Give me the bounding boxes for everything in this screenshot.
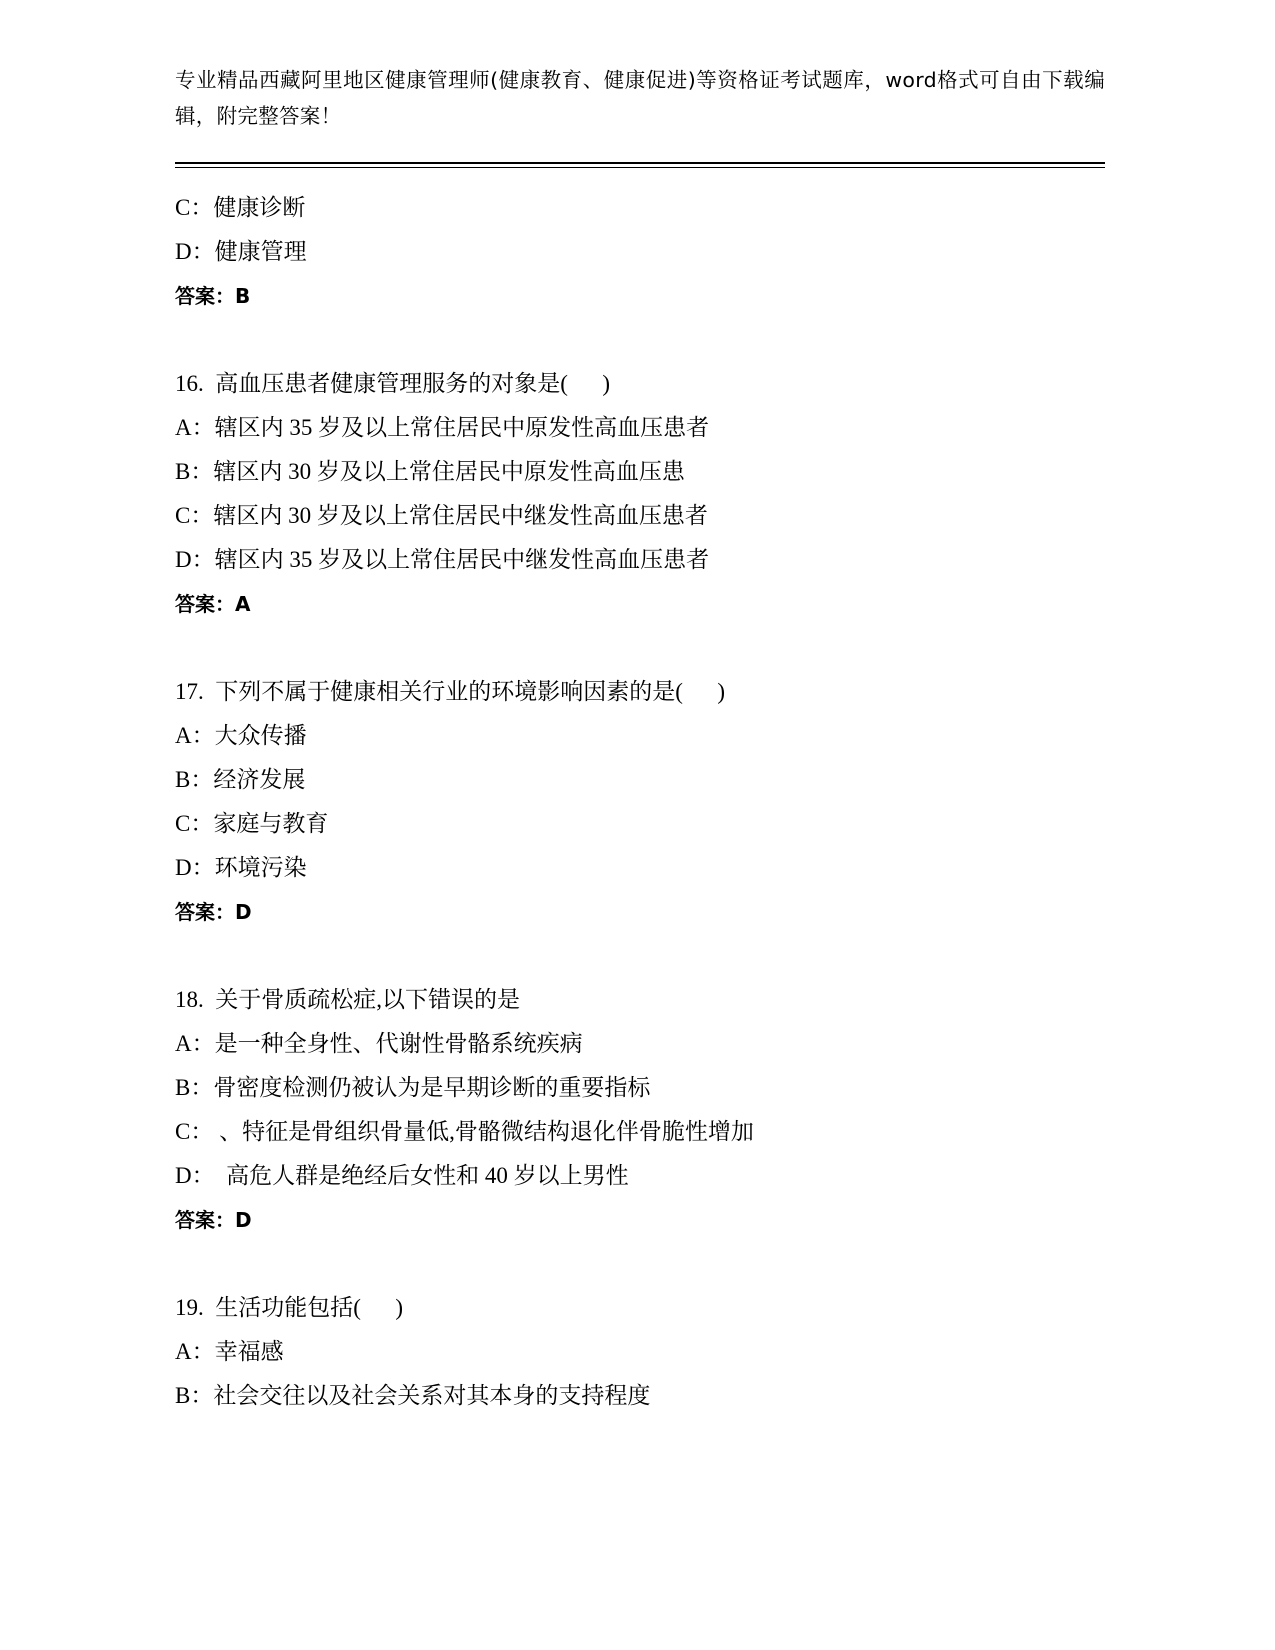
answer-line: 答案：D [175,1208,252,1232]
option-line: C：健康诊断 [175,195,306,220]
option-line: A：是一种全身性、代谢性骨骼系统疾病 [175,1031,583,1056]
block-spacer [175,318,1105,362]
answer-line: 答案：A [175,592,251,616]
page-header-text: 专业精品西藏阿里地区健康管理师(健康教育、健康促进)等资格证考试题库，word格式可自由下载编辑，附完整答案！ [175,68,1105,128]
option-line: B：社会交往以及社会关系对其本身的支持程度 [175,1383,651,1408]
option-line: C：辖区内 30 岁及以上常住居民中继发性高血压患者 [175,503,708,528]
question-block-18 [175,978,1105,1242]
option-line: B：骨密度检测仍被认为是早期诊断的重要指标 [175,1075,651,1100]
answer-line: 答案：B [175,284,251,308]
option-line: B：经济发展 [175,767,306,792]
question-stem: 19. 生活功能包括( ) [175,1295,404,1320]
answer-line: 答案：D [175,900,252,924]
question-stem: 16. 高血压患者健康管理服务的对象是( ) [175,371,611,396]
option-line: D： 高危人群是绝经后女性和 40 岁以上男性 [175,1163,629,1188]
question-block-17 [175,670,1105,934]
option-line: D：辖区内 35 岁及以上常住居民中继发性高血压患者 [175,547,710,572]
question-stem: 17. 下列不属于健康相关行业的环境影响因素的是( ) [175,679,726,704]
option-line: C： 、特征是骨组织骨量低,骨骼微结构退化伴骨脆性增加 [175,1119,754,1144]
carryover-question-block [175,186,1105,318]
option-line: B：辖区内 30 岁及以上常住居民中原发性高血压患 [175,459,685,484]
option-line: C：家庭与教育 [175,811,329,836]
block-spacer [175,934,1105,978]
option-line: D：健康管理 [175,239,307,264]
document-body [175,168,1105,1418]
option-line: A：辖区内 35 岁及以上常住居民中原发性高血压患者 [175,415,710,440]
question-block-19 [175,1286,1105,1418]
option-line: A：大众传播 [175,723,307,748]
option-line: D：环境污染 [175,855,307,880]
block-spacer [175,1242,1105,1286]
question-stem: 18. 关于骨质疏松症,以下错误的是 [175,987,520,1012]
option-line: A：幸福感 [175,1339,284,1364]
block-spacer [175,626,1105,670]
question-block-16 [175,362,1105,626]
